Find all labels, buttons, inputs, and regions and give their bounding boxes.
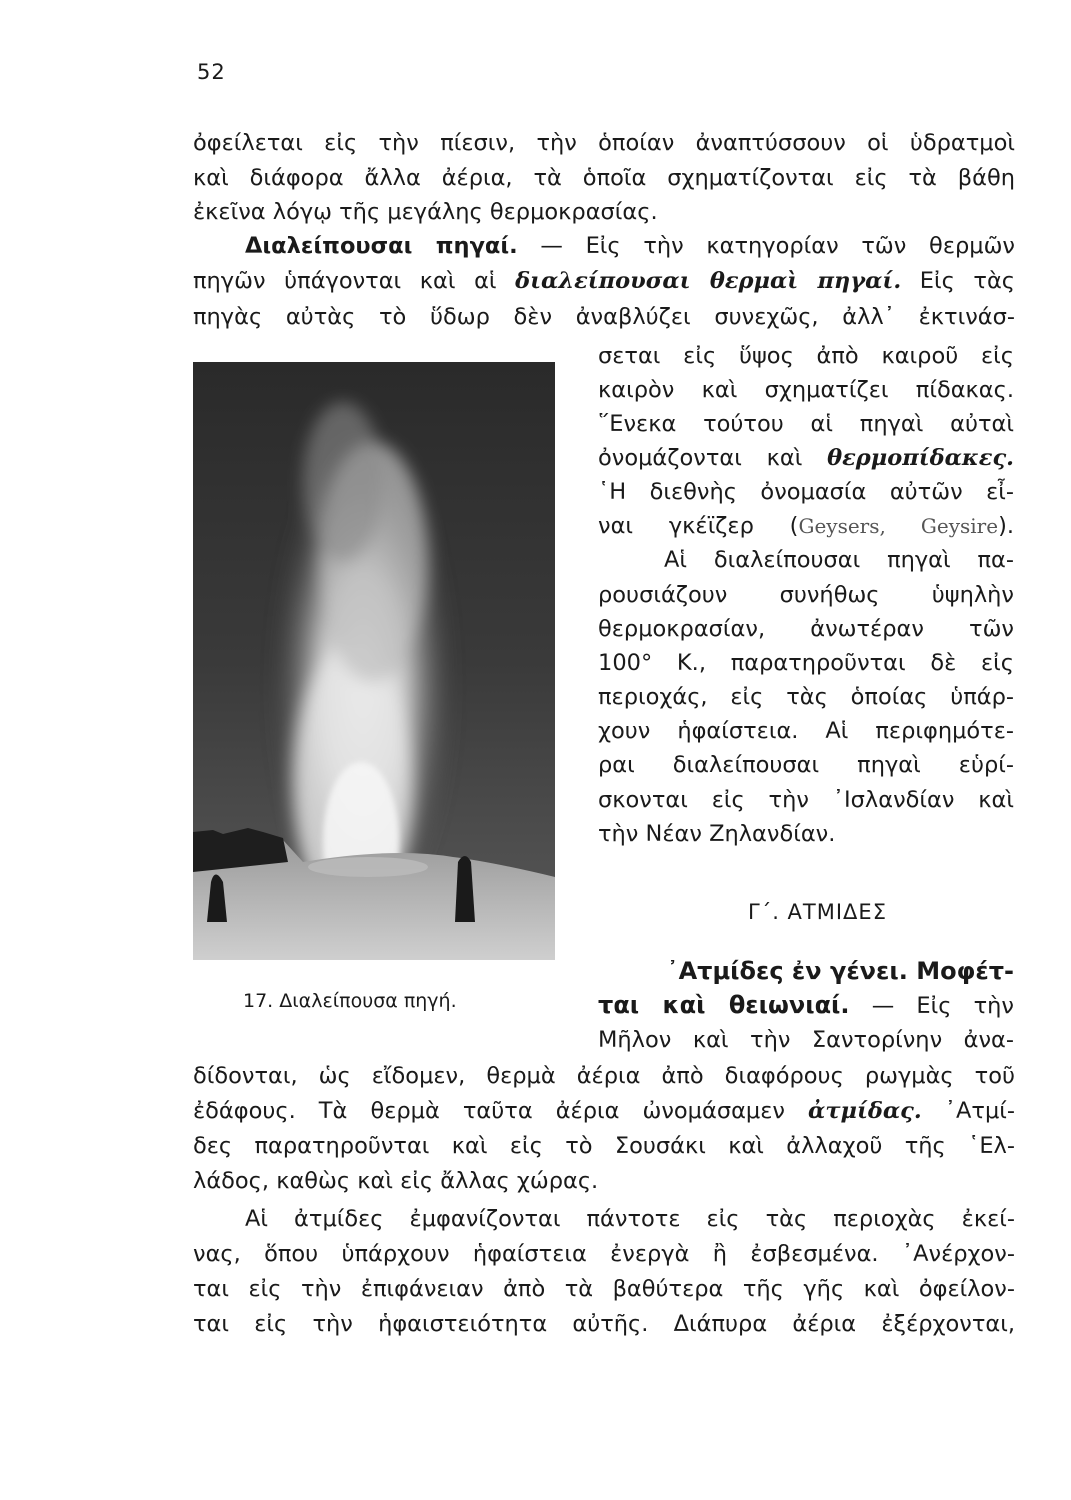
section-heading: Γ΄. ΑΤΜΙΔΕΣ: [748, 900, 887, 924]
text-fragment: — Εἰς τὴν κατηγορίαν τῶν θερμῶν: [517, 233, 1015, 259]
text-line: ἐκεῖνα λόγῳ τῆς μεγάλης θερμοκρασίας.: [193, 199, 658, 225]
text-line: ῞Ενεκα τούτου αἱ πηγαὶ αὐταὶ: [598, 411, 1014, 437]
figure-caption: 17. Διαλείπουσα πηγή.: [243, 990, 457, 1012]
text-line: [193, 1096, 1015, 1128]
text-line: [598, 511, 1014, 543]
text-line: καὶ διάφορα ἄλλα ἀέρια, τὰ ὁποῖα σχηματίζονται εἰς τὰ βάθη: [193, 165, 1015, 191]
text-fragment: Εἰς τὰς: [901, 268, 1015, 294]
text-line: λάδος, καθὼς καὶ εἰς ἄλλας χώρας.: [193, 1168, 599, 1194]
text-line: ρουσιάζουν συνήθως ὑψηλὴν: [598, 582, 1014, 608]
text-line: ὀφείλεται εἰς τὴν πίεσιν, τὴν ὁποίαν ἀναπτύσσουν οἱ ὑδρατμοὶ: [193, 130, 1015, 156]
text-line: θερμοκρασίαν, ἀνωτέραν τῶν: [598, 616, 1014, 642]
text-fragment: ᾿Ατμί-: [921, 1098, 1016, 1124]
geyser-photo: [193, 362, 555, 960]
section-title: ᾿Ατμίδες ἐν γένει. Μοφέτ-: [666, 957, 1014, 985]
emphasis-term: θερμοπίδακες.: [827, 445, 1014, 471]
text-line: [598, 956, 1014, 988]
emphasis-term: διαλείπουσαι θερμαὶ πηγαί.: [515, 268, 902, 294]
text-fragment: ).: [998, 513, 1014, 539]
text-line: Αἱ ἀτμίδες ἐμφανίζονται πάντοτε εἰς τὰς περιοχὰς ἐκεί-: [245, 1206, 1015, 1232]
section-line: [193, 231, 1015, 263]
text-fragment: ὀνομάζονται καὶ: [598, 445, 828, 471]
text-fragment: πηγῶν ὑπάγονται καὶ αἱ: [193, 268, 516, 294]
latin-term: Geysers, Geysire: [798, 514, 999, 538]
text-line: [193, 266, 1015, 298]
text-line: 100° Κ., παρατηροῦνται δὲ εἰς: [598, 650, 1014, 676]
section-title: Διαλείπουσαι πηγαί.: [245, 233, 518, 259]
text-line: περιοχάς, εἰς τὰς ὁποίας ὑπάρ-: [598, 684, 1014, 710]
section-title: ται καὶ θειωνιαί.: [598, 991, 850, 1019]
text-line: Αἱ διαλείπουσαι πηγαὶ πα-: [664, 547, 1014, 573]
text-line: σεται εἰς ὕψος ἀπὸ καιροῦ εἰς: [598, 343, 1014, 369]
text-line: δες παρατηροῦνται καὶ εἰς τὸ Σουσάκι καὶ ἀλλαχοῦ τῆς ῾Ελ-: [193, 1133, 1015, 1159]
text-line: νας, ὅπου ὑπάρχουν ἡφαίστεια ἐνεργὰ ἢ ἐσβεσμένα. ᾿Ανέρχον-: [193, 1241, 1015, 1267]
text-line: ῾Η διεθνὴς ὀνομασία αὐτῶν εἶ-: [598, 479, 1014, 505]
text-fragment: — Εἰς τὴν: [849, 993, 1014, 1019]
text-line: σκονται εἰς τὴν ᾿Ισλανδίαν καὶ: [598, 787, 1014, 813]
emphasis-term: ἀτμίδας.: [808, 1098, 922, 1124]
text-line: Μῆλον καὶ τὴν Σαντορίνην ἀνα-: [598, 1027, 1014, 1053]
text-line: [598, 990, 1014, 1022]
text-line: τὴν Νέαν Ζηλανδίαν.: [598, 821, 836, 847]
text-line: [598, 443, 1014, 475]
text-line: ραι διαλείπουσαι πηγαὶ εὑρί-: [598, 752, 1014, 778]
text-line: πηγὰς αὐτὰς τὸ ὕδωρ δὲν ἀναβλύζει συνεχῶς, ἀλλ᾽ ἐκτινάσ-: [193, 304, 1015, 330]
text-line: χουν ἡφαίστεια. Αἱ περιφημότε-: [598, 718, 1014, 744]
text-line: ται εἰς τὴν ἐπιφάνειαν ἀπὸ τὰ βαθύτερα τῆς γῆς καὶ ὀφείλον-: [193, 1276, 1015, 1302]
page-number: 52: [197, 60, 226, 84]
text-line: καιρὸν καὶ σχηματίζει πίδακας.: [598, 377, 1014, 403]
text-fragment: ναι γκέϊζερ (: [598, 513, 799, 539]
text-line: ται εἰς τὴν ἡφαιστειότητα αὐτῆς. Διάπυρα ἀέρια ἐξέρχονται,: [193, 1311, 1015, 1337]
text-fragment: ἐδάφους. Τὰ θερμὰ ταῦτα ἀέρια ὠνομάσαμεν: [193, 1098, 809, 1124]
text-line: δίδονται, ὡς εἴδομεν, θερμὰ ἀέρια ἀπὸ διαφόρους ρωγμὰς τοῦ: [193, 1063, 1015, 1089]
